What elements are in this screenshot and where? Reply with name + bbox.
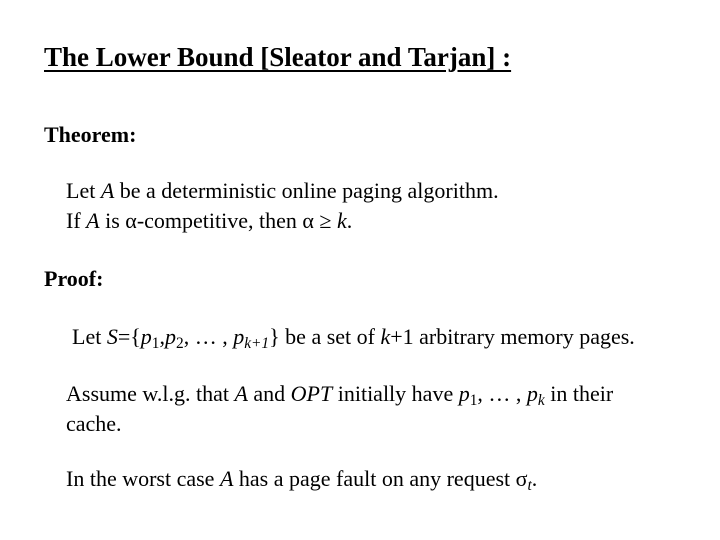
proof-line-4: In the worst case A has a page fault on any request $\sigma_t$.: [66, 466, 538, 494]
proof-line-3: cache.: [66, 411, 122, 436]
theorem-heading: Theorem:: [44, 122, 137, 147]
proof-line-1: Let $S=\{p_1,p_2$, … , $p_{k+1}$} be a set of k+1 arbitrary memory pages.: [72, 324, 635, 352]
proof-heading: Proof:: [44, 266, 104, 291]
slide-title: The Lower Bound [Sleator and Tarjan] :: [44, 42, 512, 72]
theorem-line-1: Let A be a deterministic online paging algorithm.: [66, 178, 499, 203]
theorem-line-2: If A is α-competitive, then α ≥ k.: [66, 208, 353, 233]
proof-line-2: Assume w.l.g. that A and OPT initially have $p_1$, … , $p_k$ in their: [66, 381, 614, 409]
